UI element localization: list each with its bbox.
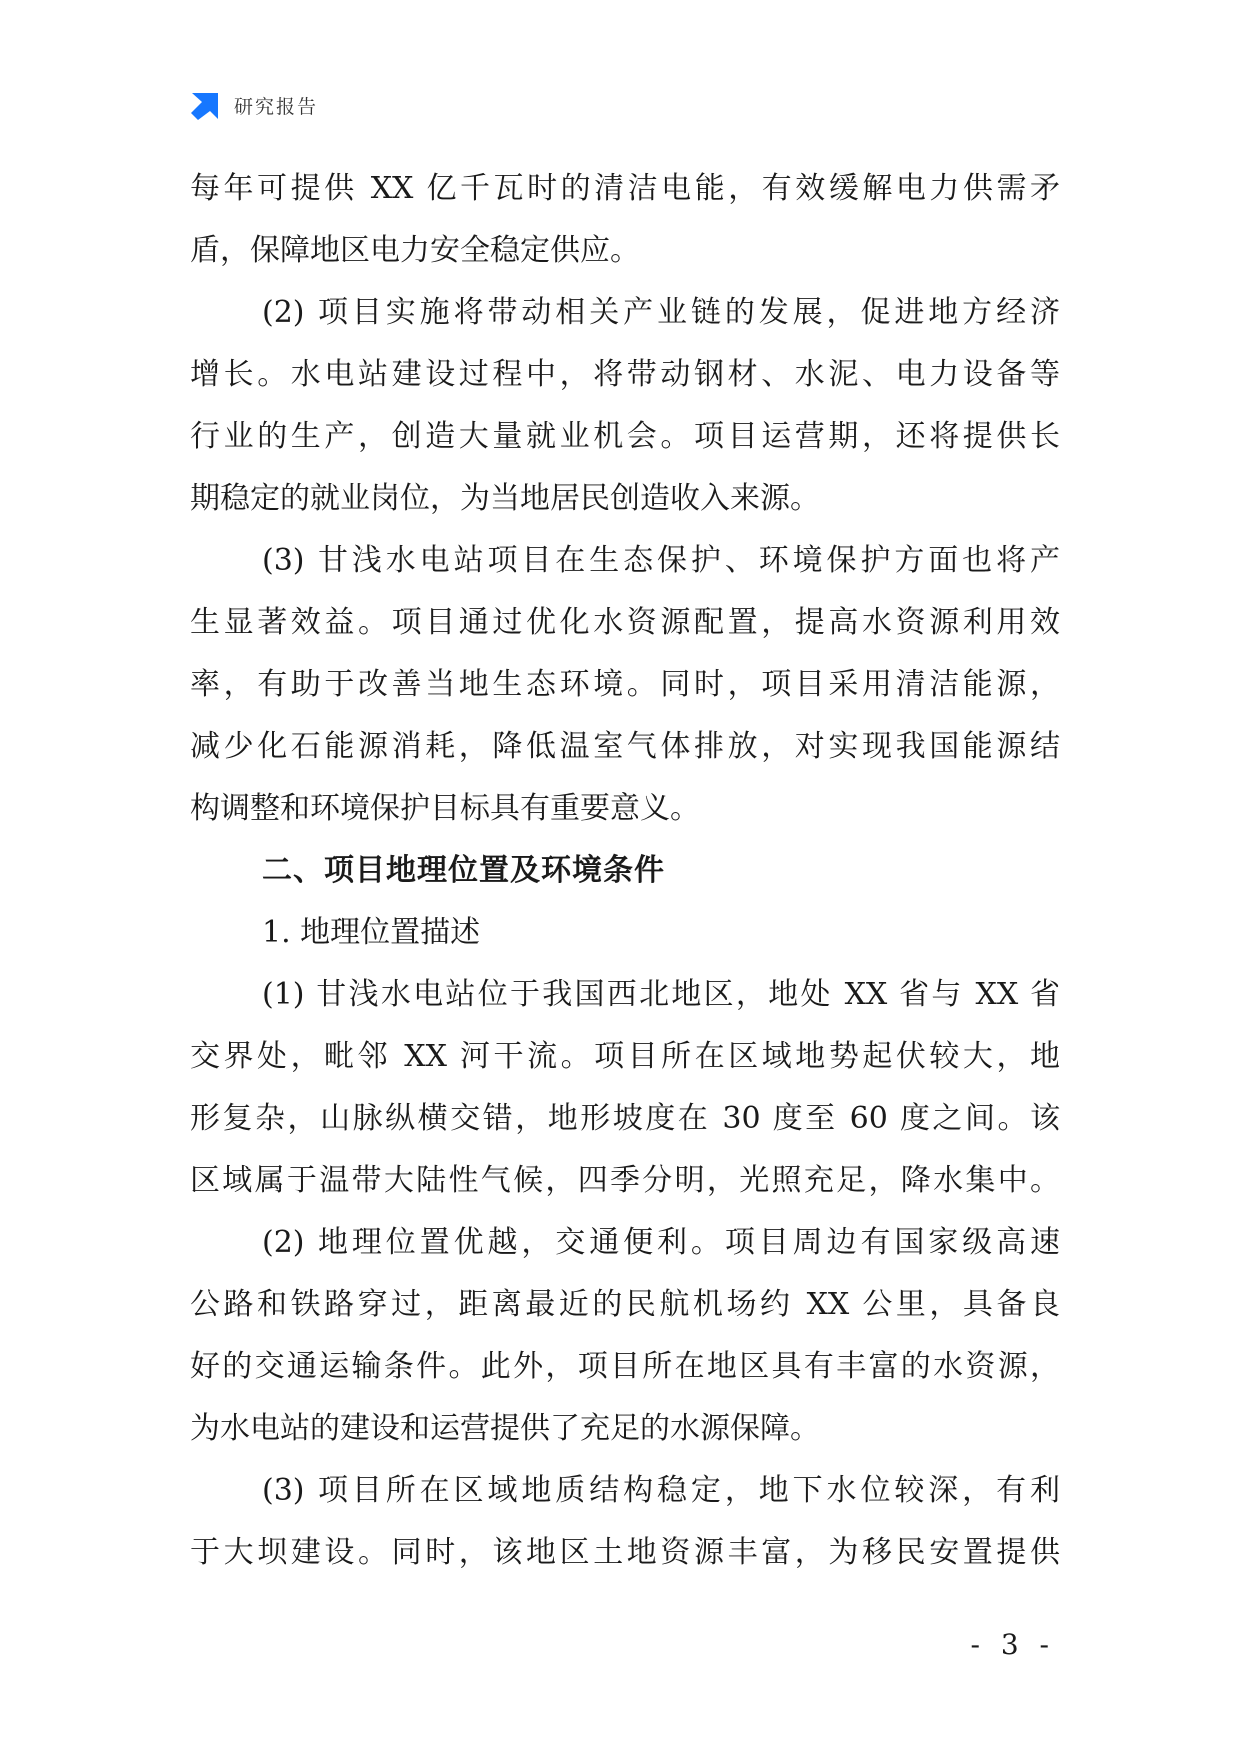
text-line: 区域属于温带大陆性气候，四季分明，光照充足，降水集中。 — [190, 1163, 1060, 1198]
paragraph-start-line: (2) 地理位置优越，交通便利。项目周边有国家级高速 — [262, 1225, 1060, 1260]
paragraph-start-line: (2) 项目实施将带动相关产业链的发展，促进地方经济 — [262, 295, 1060, 330]
paragraph-start-line: (1) 甘浅水电站位于我国西北地区，地处 XX 省与 XX 省 — [262, 977, 1060, 1012]
subsection-heading: 1. 地理位置描述 — [262, 915, 481, 950]
text-line: 减少化石能源消耗，降低温室气体排放，对实现我国能源结 — [190, 729, 1060, 764]
text-line: 交界处，毗邻 XX 河干流。项目所在区域地势起伏较大，地 — [190, 1039, 1060, 1074]
text-line: 好的交通运输条件。此外，项目所在地区具有丰富的水资源， — [190, 1349, 1060, 1384]
text-line: 增长。水电站建设过程中，将带动钢材、水泥、电力设备等 — [190, 357, 1060, 392]
header-title: 研究报告 — [234, 95, 319, 118]
paragraph-start-line: (3) 项目所在区域地质结构稳定，地下水位较深，有利 — [262, 1473, 1060, 1508]
text-line: 期稳定的就业岗位，为当地居民创造收入来源。 — [190, 481, 820, 516]
section-heading: 二、项目地理位置及环境条件 — [262, 853, 665, 888]
text-line: 为水电站的建设和运营提供了充足的水源保障。 — [190, 1411, 820, 1446]
page-header — [190, 88, 318, 122]
paragraph-start-line: (3) 甘浅水电站项目在生态保护、环境保护方面也将产 — [262, 543, 1060, 578]
text-line: 行业的生产，创造大量就业机会。项目运营期，还将提供长 — [190, 419, 1060, 454]
text-line: 盾，保障地区电力安全稳定供应。 — [190, 233, 640, 268]
page-number: - 3 - — [970, 1628, 1055, 1661]
text-line: 于大坝建设。同时，该地区土地资源丰富，为移民安置提供 — [190, 1535, 1060, 1570]
text-line: 每年可提供 XX 亿千瓦时的清洁电能，有效缓解电力供需矛 — [190, 171, 1060, 206]
text-line: 公路和铁路穿过，距离最近的民航机场约 XX 公里，具备良 — [190, 1287, 1060, 1322]
text-line: 形复杂，山脉纵横交错，地形坡度在 30 度至 60 度之间。该 — [190, 1101, 1060, 1136]
document-body — [190, 158, 1060, 1584]
text-line: 率，有助于改善当地生态环境。同时，项目采用清洁能源， — [190, 667, 1060, 702]
arrow-up-right-icon — [190, 89, 222, 121]
text-line: 构调整和环境保护目标具有重要意义。 — [190, 791, 700, 826]
text-line: 生显著效益。项目通过优化水资源配置，提高水资源利用效 — [190, 605, 1060, 640]
